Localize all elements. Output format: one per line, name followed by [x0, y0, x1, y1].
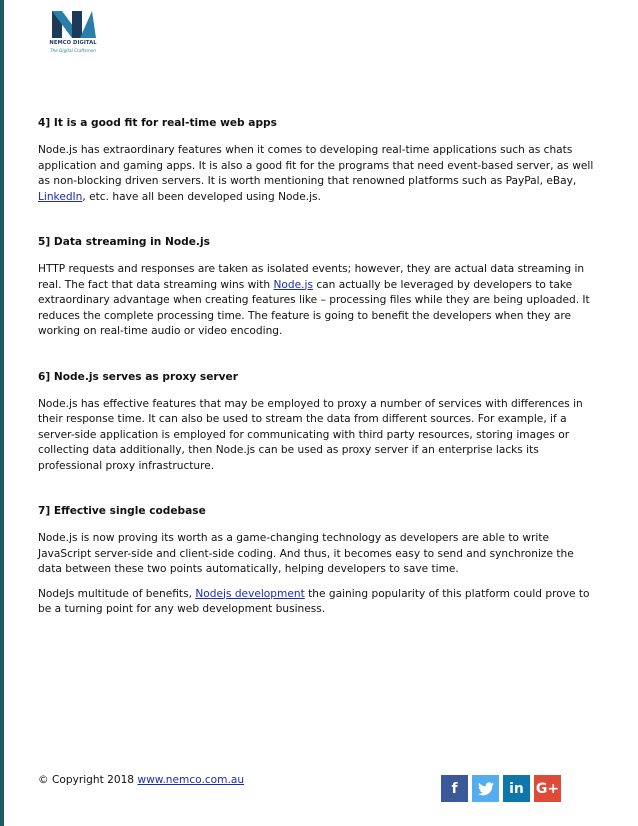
nodejs-development-link[interactable]: Nodejs development: [195, 587, 305, 600]
footer-copyright: [38, 774, 244, 786]
paragraph-text: the gaining popularity of this platform could prove to be a turning point for any web development business.: [38, 587, 590, 615]
section-proxy-server: [38, 370, 596, 475]
section-single-codebase: [38, 504, 596, 618]
section-heading: 5] Data streaming in Node.js: [38, 236, 210, 248]
section-heading: 4] It is a good fit for real-time web apps: [38, 117, 277, 129]
twitter-icon[interactable]: [472, 775, 499, 802]
paragraph-text: Node.js has effective features that may be employed to proxy a number of services with differences in their response time. It can also be used to stream the data from different sources. For example, if a server-side application is employed for communicating with third party resources, storing images or collecting data additionally, then Node.js can be used as proxy server if an enterprise lacks its professional proxy infrastructure.: [38, 397, 583, 472]
left-accent-bar: [0, 0, 4, 826]
paragraph-text: NodeJs multitude of benefits,: [38, 587, 196, 600]
paragraph-text: Node.js has extraordinary features when it comes to developing real-time applications such as chats application and gaming apps. It is also a good fit for the programs that need event-based server, as well as non-blocking driven servers. It is worth mentioning that renowned platforms such as PayPal, eBay,: [38, 144, 594, 187]
linkedin-icon[interactable]: in: [503, 775, 530, 802]
section-heading: 6] Node.js serves as proxy server: [38, 370, 238, 383]
paragraph-text: , etc. have all been developed using Node.js.: [82, 190, 321, 203]
copyright-text: © Copyright 2018: [38, 774, 138, 786]
document-content: [38, 116, 596, 627]
section-paragraph: [38, 587, 596, 618]
nodejs-link[interactable]: Node.js: [273, 278, 313, 291]
section-realtime: [38, 116, 596, 205]
google-plus-icon[interactable]: G+: [534, 775, 561, 802]
social-links: [441, 775, 561, 802]
paragraph-text: Node.js is now proving its worth as a game-changing technology as developers are able to write JavaScript server-side and client-side coding. And thus, it becomes easy to send and synchronize the data between these two points automatically, helping developers to save time.: [38, 532, 574, 575]
section-paragraph: [38, 397, 596, 475]
paragraph-text: can actually be leveraged by developers to take extraordinary advantage when creating features like – processing files while they are being uploaded. It reduces the complete processing time. The feature is going to benefit the developers when they are working on real-time audio or video encoding.: [38, 278, 590, 337]
nemco-logo-mark: [42, 8, 102, 64]
section-heading: 7] Effective single codebase: [38, 505, 206, 517]
section-paragraph: [38, 262, 596, 340]
section-paragraph: [38, 143, 596, 205]
website-link[interactable]: www.nemco.com.au: [137, 774, 245, 786]
logo-tagline: The Digital Craftsmen: [50, 48, 96, 53]
linkedin-link[interactable]: LinkedIn: [38, 190, 83, 203]
section-paragraph: [38, 531, 596, 578]
paragraph-text: HTTP requests and responses are taken as isolated events; however, they are actual data streaming in real. The fact that data streaming wins with: [38, 263, 585, 291]
facebook-icon[interactable]: f: [441, 775, 468, 802]
logo-brand-text: NEMCO DIGITAL: [49, 40, 97, 46]
twitter-bird-icon: [478, 782, 494, 796]
section-data-streaming: [38, 235, 596, 340]
